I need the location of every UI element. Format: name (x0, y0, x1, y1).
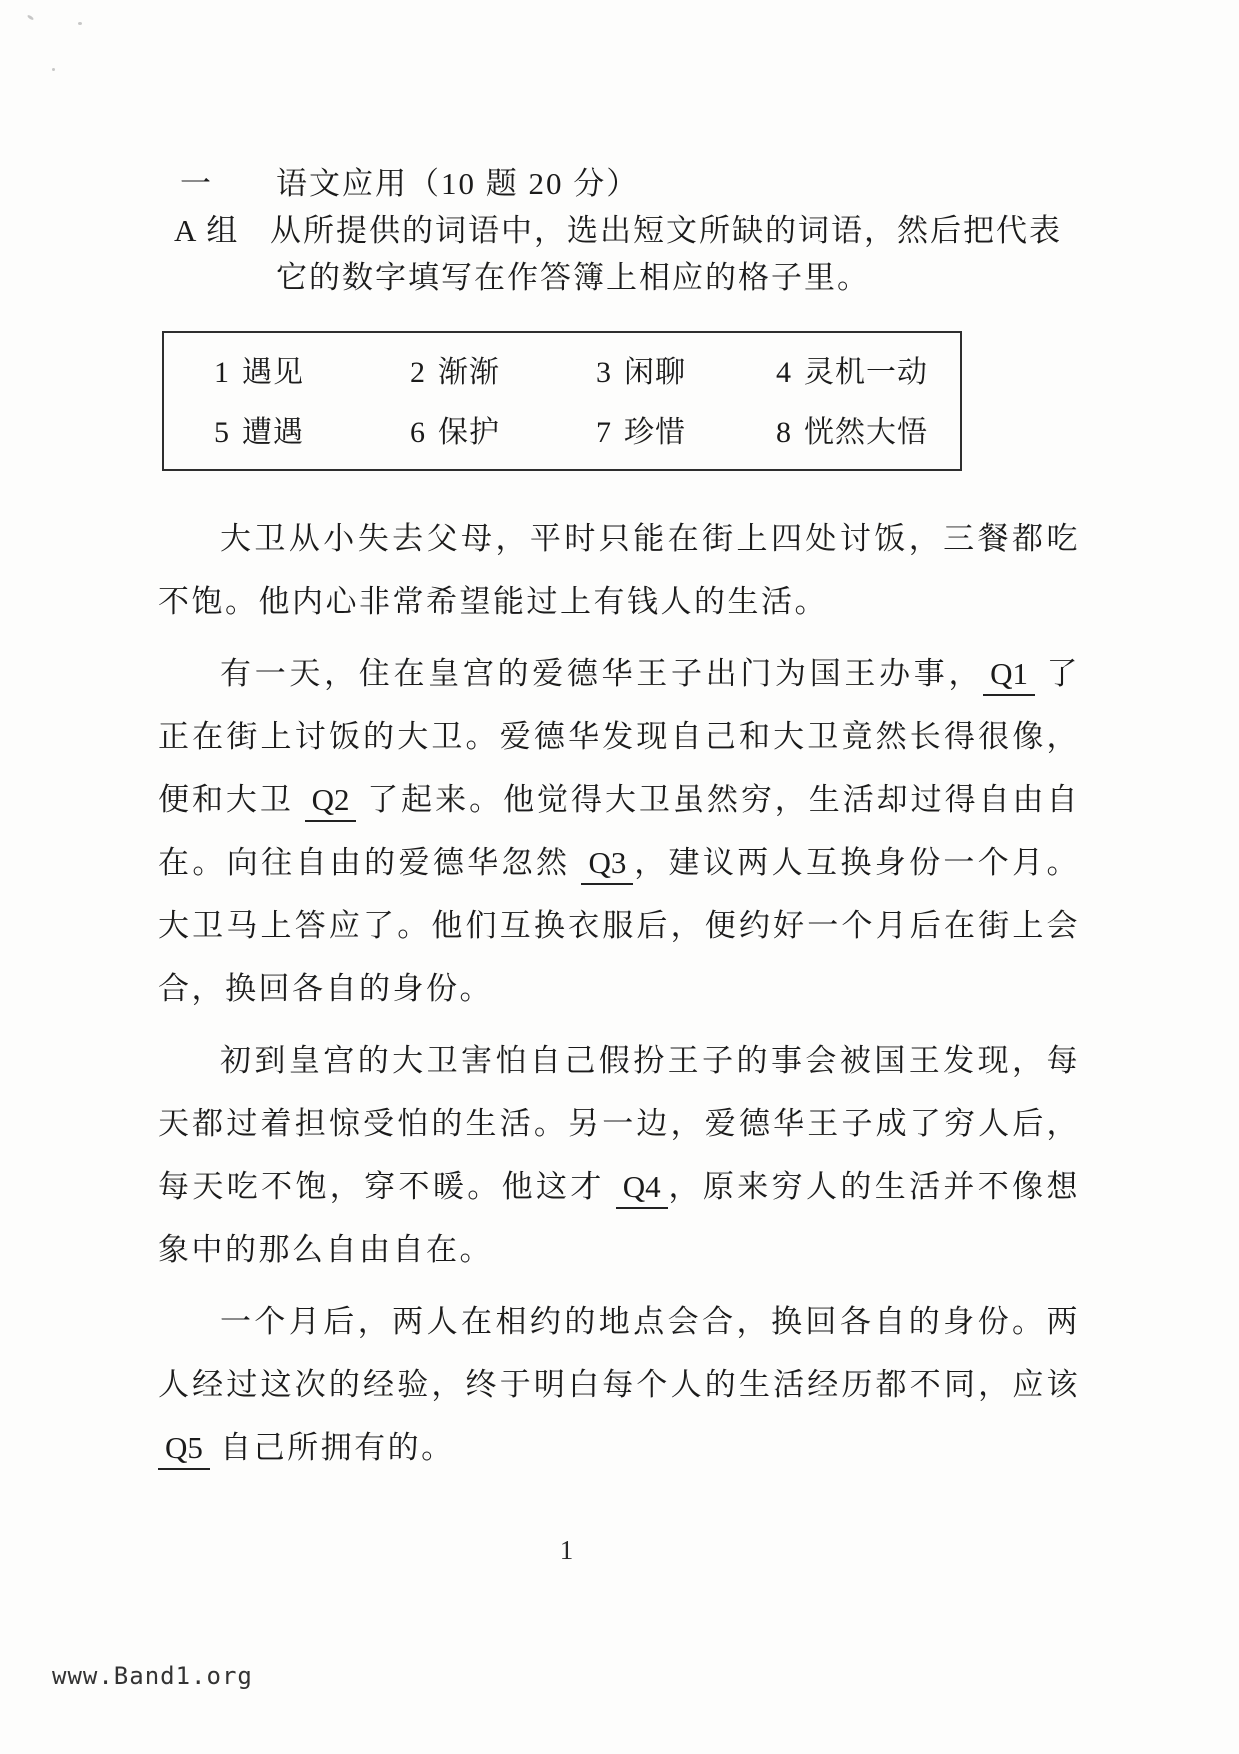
word-label: 灵机一动 (804, 356, 928, 389)
word-number: 3 (596, 356, 612, 389)
page-number: 1 (559, 1535, 574, 1565)
word-number: 6 (410, 416, 426, 449)
passage-text: 一个月后，两人在相约的地点会合，换回各自的身份。两人经过这次的经验，终于明白每个人的生活经历都不同，应该 (158, 1304, 1080, 1402)
section-number: 一 (180, 166, 213, 201)
word-bank-item (596, 347, 776, 391)
passage-text: 了正在街上讨饭的大卫。爱德华发现自己和大卫竟然长得很像，便和大卫 (158, 656, 1081, 817)
passage-text: 有一天，住在皇宫的爱德华王子出门为国王办事， (220, 656, 984, 691)
word-number: 7 (596, 416, 612, 449)
scan-noise-mark (78, 22, 82, 25)
word-bank-item (776, 347, 950, 391)
instructions-line1: 从所提供的词语中，选出短文所缺的词语，然后把代表 (270, 213, 1062, 248)
word-number: 8 (776, 416, 792, 449)
cloze-blank-q3: Q3 (581, 843, 633, 885)
passage-paragraph-3 (158, 1029, 1080, 1281)
passage-text: 自己所拥有的。 (209, 1430, 455, 1465)
word-label: 恍然大悟 (804, 416, 928, 449)
word-bank-item (410, 407, 596, 451)
word-label: 遭遇 (242, 416, 304, 449)
group-heading (158, 207, 1080, 254)
reading-passage (158, 507, 1080, 1479)
word-number: 5 (214, 416, 230, 449)
scan-noise-mark (52, 68, 55, 71)
passage-text: 了起来。他觉得大卫虽然穷，生活却过得自由自在。向往自由的爱德华忽然 (158, 782, 1081, 880)
cloze-blank-q5: Q5 (158, 1428, 210, 1470)
word-bank-item (214, 407, 410, 451)
page-content (158, 160, 1080, 1488)
passage-paragraph-2 (158, 642, 1080, 1020)
instructions-line2: 它的数字填写在作答簿上相应的格子里。 (276, 260, 870, 295)
scan-noise-mark (27, 14, 34, 20)
section-title: 语文应用（10 题 20 分） (276, 166, 640, 201)
passage-text: ，建议两人互换身份一个月。大卫马上答应了。他们互换衣服后，便约好一个月后在街上会合，换回各自的身份。 (158, 845, 1081, 1006)
cloze-blank-q2: Q2 (305, 780, 357, 822)
word-bank-item (596, 407, 776, 451)
word-label: 闲聊 (624, 356, 686, 389)
group-label: A 组 (174, 213, 240, 248)
word-label: 遇见 (242, 356, 304, 389)
passage-text: 大卫从小失去父母，平时只能在街上四处讨饭，三餐都吃不饱。他内心非常希望能过上有钱人的生活。 (158, 521, 1080, 619)
word-number: 2 (410, 356, 426, 389)
cloze-blank-q4: Q4 (616, 1167, 668, 1209)
watermark-url: www.Band1.org (52, 1662, 253, 1690)
passage-text: ，原来穷人的生活并不像想象中的那么自由自在。 (158, 1169, 1081, 1267)
passage-paragraph-4 (158, 1290, 1080, 1479)
word-bank-box (162, 331, 962, 471)
passage-text: 初到皇宫的大卫害怕自己假扮王子的事会被国王发现，每天都过着担惊受怕的生活。另一边，爱德华王子成了穷人后，每天吃不饱，穿不暖。他这才 (158, 1043, 1080, 1204)
passage-paragraph-1 (158, 507, 1080, 633)
word-bank-item (410, 347, 596, 391)
word-number: 4 (776, 356, 792, 389)
word-bank-item (776, 407, 950, 451)
word-label: 珍惜 (624, 416, 686, 449)
word-label: 渐渐 (438, 356, 500, 389)
word-label: 保护 (438, 416, 500, 449)
word-number: 1 (214, 356, 230, 389)
section-heading (158, 160, 1080, 207)
cloze-blank-q1: Q1 (983, 654, 1035, 696)
word-bank-item (214, 347, 410, 391)
